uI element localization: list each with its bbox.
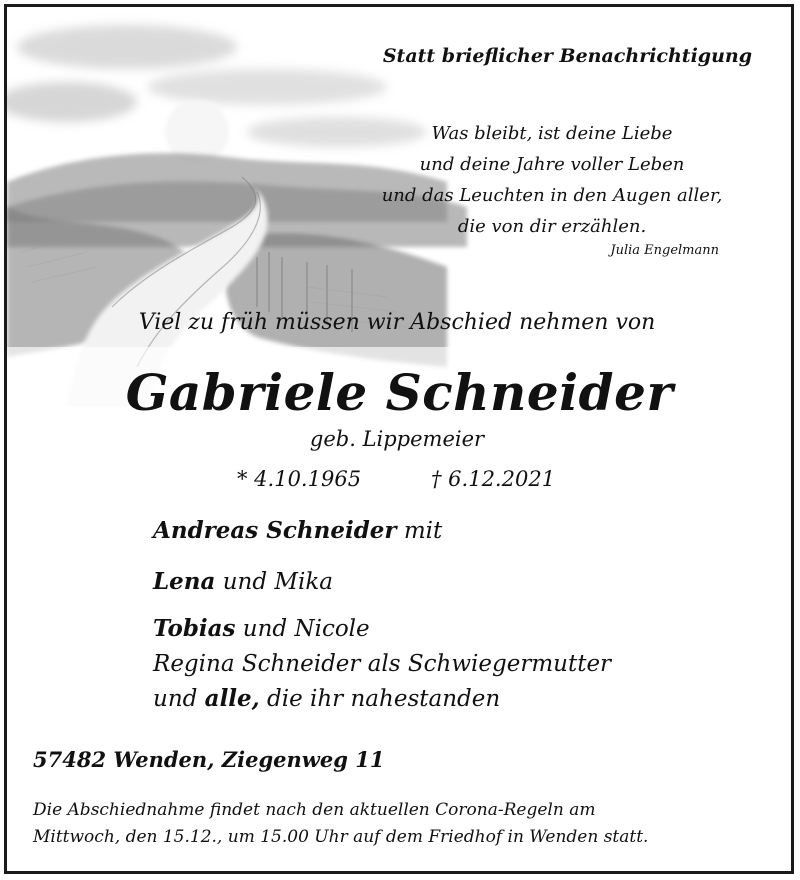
mourner-text: die ihr nahestanden <box>259 686 501 712</box>
mourner-text: mit <box>396 518 443 544</box>
notice-line: Mittwoch, den 15.12., um 15.00 Uhr auf dem Friedhof in Wenden statt. <box>33 827 649 847</box>
mourner-text: und <box>153 686 205 712</box>
mourner-text: und Mika <box>215 569 333 595</box>
mourner-name: Lena <box>153 568 216 595</box>
mourner-name: Andreas Schneider <box>153 517 397 544</box>
intro-line: Viel zu früh müssen wir Abschied nehmen von <box>138 310 656 335</box>
mourner-line <box>153 615 370 642</box>
deceased-name: Gabriele Schneider <box>125 363 674 422</box>
farewell-notice <box>33 797 648 851</box>
mourner-line <box>153 568 333 595</box>
poem-line: Was bleibt, ist deine Liebe <box>431 123 673 144</box>
obituary-frame <box>4 4 794 874</box>
poem-line: die von dir erzählen. <box>457 216 647 237</box>
death-date: † 6.12.2021 <box>431 467 556 491</box>
mourner-line: Regina Schneider als Schwiegermutter <box>153 651 612 677</box>
mourner-emphasis: alle, <box>204 685 260 712</box>
maiden-name: geb. Lippemeier <box>309 427 485 451</box>
mourner-name: Tobias <box>153 615 236 642</box>
notice-line: Die Abschiednahme findet nach den aktuellen Corona-Regeln am <box>33 800 596 820</box>
poem <box>337 118 767 242</box>
header-notice: Statt brieflicher Benachrichtigung <box>382 45 752 67</box>
poem-line: und deine Jahre voller Leben <box>419 154 685 175</box>
mourner-line <box>153 517 442 544</box>
birth-date: * 4.10.1965 <box>237 467 362 491</box>
mourner-text: und Nicole <box>235 616 370 642</box>
address: 57482 Wenden, Ziegenweg 11 <box>33 747 385 772</box>
poem-author: Julia Engelmann <box>610 243 719 258</box>
poem-line: und das Leuchten in den Augen aller, <box>381 185 723 206</box>
mourner-line <box>153 685 500 712</box>
